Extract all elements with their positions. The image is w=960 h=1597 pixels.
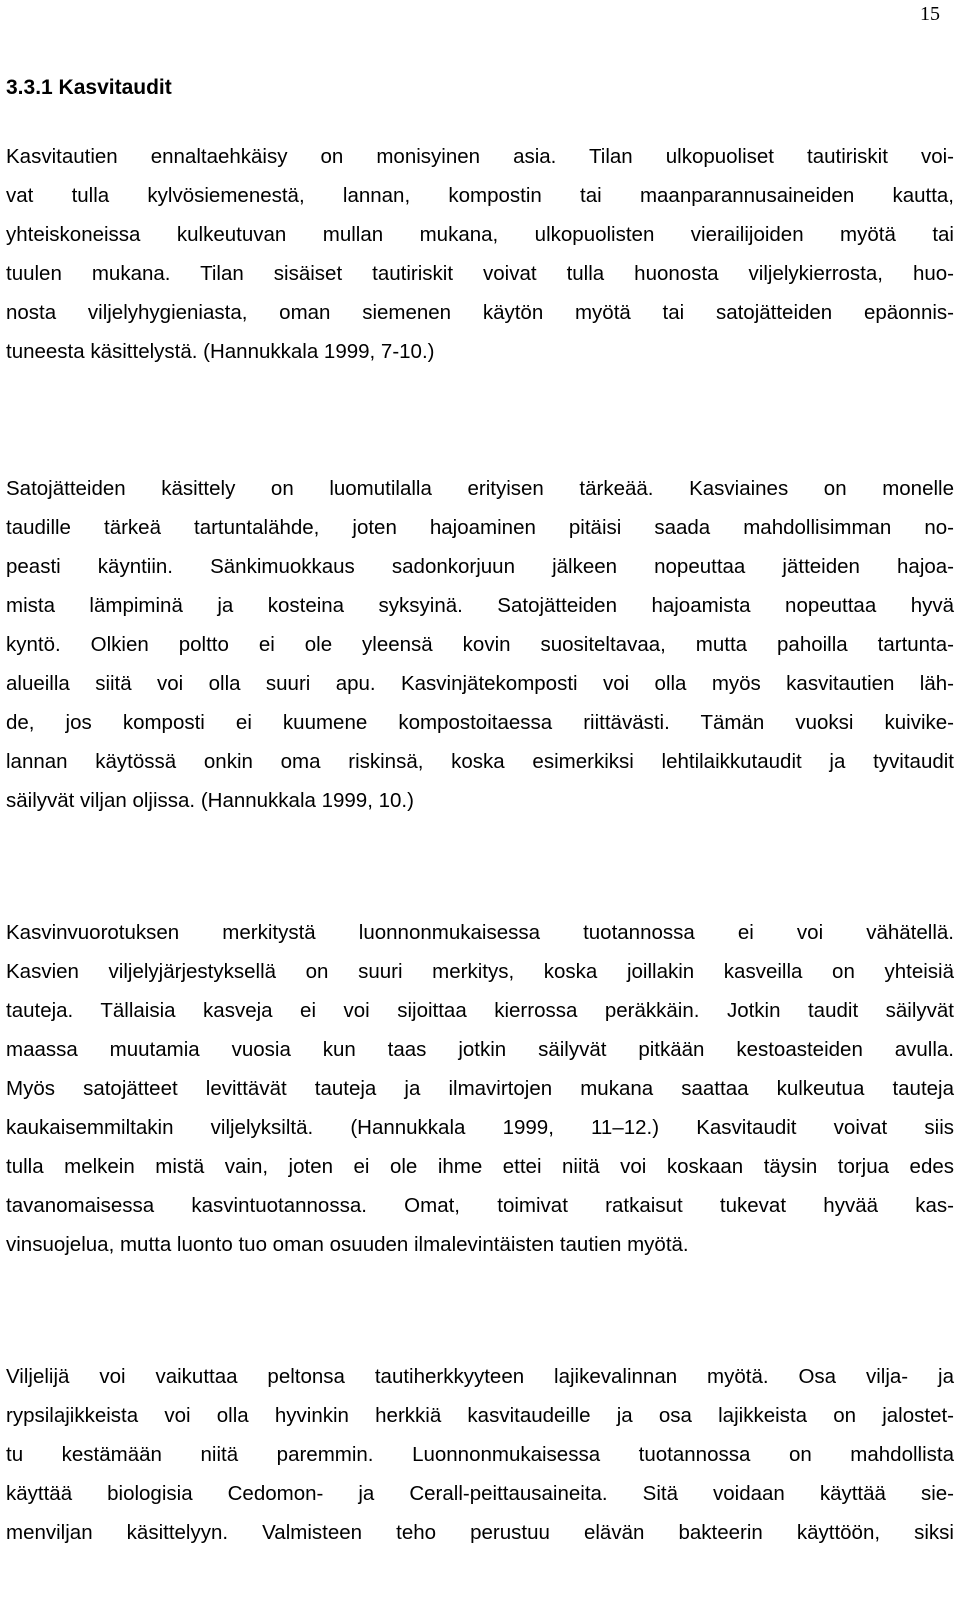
text-line: taudille tärkeä tartuntalähde, joten hajoaminen pitäisi saada mahdollisimman no- <box>6 516 954 539</box>
text-line: säilyvät viljan oljissa. (Hannukkala 1999, 10.) <box>6 789 414 812</box>
text-line: peasti käyntiin. Sänkimuokkaus sadonkorjuun jälkeen nopeuttaa jätteiden hajoa- <box>6 555 954 578</box>
text-line: kaukaisemmiltakin viljelyksiltä. (Hannukkala 1999, 11–12.) Kasvitaudit voivat siis <box>6 1116 954 1139</box>
text-line: Viljelijä voi vaikuttaa peltonsa tautiherkkyyteen lajikevalinnan myötä. Osa vilja- ja <box>6 1365 954 1388</box>
paragraph <box>6 137 954 371</box>
text-line: Kasvien viljelyjärjestyksellä on suuri merkitys, koska joillakin kasveilla on yhteisiä <box>6 960 954 983</box>
text-line: tulla melkein mistä vain, joten ei ole ihme ettei niitä voi koskaan täysin torjua edes <box>6 1155 954 1178</box>
text-line: menviljan käsittelyyn. Valmisteen teho perustuu elävän bakteerin käyttöön, siksi <box>6 1521 954 1544</box>
text-line: yhteiskoneissa kulkeutuvan mullan mukana, ulkopuolisten vierailijoiden myötä tai <box>6 223 954 246</box>
text-line: tu kestämään niitä paremmin. Luonnonmukaisessa tuotannossa on mahdollista <box>6 1443 954 1466</box>
text-line: mista lämpiminä ja kosteina syksyinä. Satojätteiden hajoamista nopeuttaa hyvä <box>6 594 954 617</box>
text-line: de, jos komposti ei kuumene kompostoitaessa riittävästi. Tämän vuoksi kuivike- <box>6 711 954 734</box>
text-line: vinsuojelua, mutta luonto tuo oman osuuden ilmalevintäisten tautien myötä. <box>6 1233 689 1256</box>
page-number: 15 <box>920 3 940 25</box>
text-line: käyttää biologisia Cedomon- ja Cerall-peittausaineita. Sitä voidaan käyttää sie- <box>6 1482 954 1505</box>
paragraph <box>6 469 954 820</box>
text-line: Myös satojätteet levittävät tauteja ja ilmavirtojen mukana saattaa kulkeutua tauteja <box>6 1077 954 1100</box>
text-line: nosta viljelyhygieniasta, oman siemenen käytön myötä tai satojätteiden epäonnis- <box>6 301 954 324</box>
paragraph <box>6 913 954 1264</box>
text-line: lannan käytössä onkin oma riskinsä, koska esimerkiksi lehtilaikkutaudit ja tyvitaudit <box>6 750 954 773</box>
text-line: maassa muutamia vuosia kun taas jotkin säilyvät pitkään kestoasteiden avulla. <box>6 1038 954 1061</box>
text-line: Kasvitautien ennaltaehkäisy on monisyinen asia. Tilan ulkopuoliset tautiriskit voi- <box>6 145 954 168</box>
text-line: tuulen mukana. Tilan sisäiset tautiriskit voivat tulla huonosta viljelykierrosta, huo- <box>6 262 954 285</box>
text-line: rypsilajikkeista voi olla hyvinkin herkkiä kasvitaudeille ja osa lajikkeista on jalostet- <box>6 1404 954 1427</box>
section-heading: 3.3.1 Kasvitaudit <box>6 76 172 99</box>
text-line: Kasvinvuorotuksen merkitystä luonnonmukaisessa tuotannossa ei voi vähätellä. <box>6 921 954 944</box>
text-line: kyntö. Olkien poltto ei ole yleensä kovin suositeltavaa, mutta pahoilla tartunta- <box>6 633 954 656</box>
text-line: tavanomaisessa kasvintuotannossa. Omat, toimivat ratkaisut tukevat hyvää kas- <box>6 1194 954 1217</box>
paragraph <box>6 1357 954 1552</box>
text-line: tuneesta käsittelystä. (Hannukkala 1999, 7-10.) <box>6 340 435 363</box>
text-line: tauteja. Tällaisia kasveja ei voi sijoittaa kierrossa peräkkäin. Jotkin taudit säilyvät <box>6 999 954 1022</box>
text-line: vat tulla kylvösiemenestä, lannan, kompostin tai maanparannusaineiden kautta, <box>6 184 954 207</box>
text-line: Satojätteiden käsittely on luomutilalla erityisen tärkeää. Kasviaines on monelle <box>6 477 954 500</box>
text-line: alueilla siitä voi olla suuri apu. Kasvinjätekomposti voi olla myös kasvitautien läh- <box>6 672 954 695</box>
